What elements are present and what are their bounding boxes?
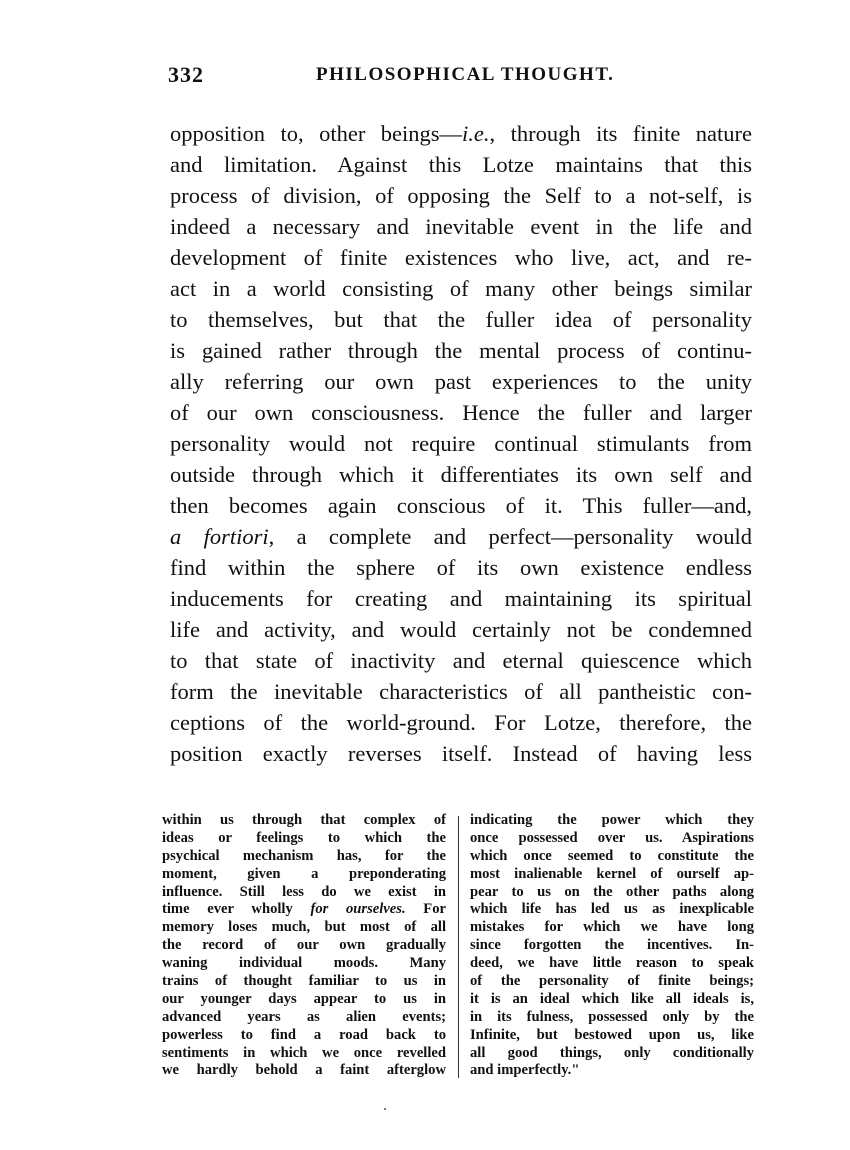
footnote-line [162, 937, 446, 955]
text-segment: advanced years as alien events; [162, 1008, 446, 1025]
text-segment: find within the sphere of its own existence endless [170, 555, 752, 580]
body-line [170, 180, 752, 211]
print-speck [384, 1108, 386, 1110]
body-line [170, 304, 752, 335]
footnote-line [162, 919, 446, 937]
text-segment: time ever wholly [162, 901, 311, 918]
text-segment: in its fulness, possessed only by the [470, 1008, 754, 1025]
body-line [170, 397, 752, 428]
footnote-line [162, 955, 446, 973]
text-segment: mistakes for which we have long [470, 919, 754, 936]
footnote-line [470, 937, 754, 955]
running-title: PHILOSOPHICAL THOUGHT. [316, 64, 615, 85]
footnote-line [470, 1045, 754, 1063]
footnote-column-right [470, 812, 754, 1080]
footnote-line [470, 884, 754, 902]
body-line [170, 490, 752, 521]
footnote-line [470, 955, 754, 973]
footnote-line [470, 901, 754, 919]
text-segment: the record of our own gradually [162, 937, 446, 954]
body-line [170, 552, 752, 583]
footnote-line [470, 830, 754, 848]
text-segment: then becomes again conscious of it. This fuller—and, [170, 493, 752, 518]
text-segment: ceptions of the world-ground. For Lotze, therefore, the [170, 710, 752, 735]
text-segment: For [405, 901, 446, 918]
footnote-line [470, 973, 754, 991]
text-segment: indicating the power which they [470, 812, 754, 828]
body-line [170, 645, 752, 676]
body-line [170, 118, 752, 149]
text-segment: of our own consciousness. Hence the fuller and larger [170, 400, 752, 425]
text-segment: our younger days appear to us in [162, 990, 446, 1007]
text-segment: to that state of inactivity and eternal quiescence which [170, 648, 752, 673]
text-segment: opposition to, other beings— [170, 121, 463, 146]
footnote-line [470, 866, 754, 884]
text-segment: sentiments in which we once revelled [162, 1044, 446, 1061]
text-segment: trains of thought familiar to us in [162, 973, 446, 990]
text-segment: all good things, only conditionally [470, 1044, 754, 1061]
text-segment: we hardly behold a faint afterglow [162, 1062, 446, 1079]
text-segment: Infinite, but bestowed upon us, like [470, 1026, 754, 1043]
body-line [170, 211, 752, 242]
body-line [170, 583, 752, 614]
text-segment: powerless to find a road back to [162, 1026, 446, 1043]
body-line [170, 614, 752, 645]
body-line [170, 149, 752, 180]
footnote-line [162, 1009, 446, 1027]
footnote-line [470, 1009, 754, 1027]
text-segment: position exactly reverses itself. Instead of having less [170, 741, 752, 766]
body-line [170, 738, 752, 769]
text-segment: since forgotten the incentives. In- [470, 937, 754, 954]
text-segment: form the inevitable characteristics of all pantheistic con- [170, 679, 752, 704]
body-line [170, 459, 752, 490]
text-segment: development of finite existences who live, act, and re- [170, 245, 752, 270]
text-segment: which life has led us as inexplicable [470, 901, 754, 918]
footnote-line [470, 991, 754, 1009]
body-line [170, 521, 752, 552]
text-segment: ideas or feelings to which the [162, 829, 446, 846]
body-line [170, 242, 752, 273]
footnote-line [162, 1062, 446, 1080]
text-segment: is gained rather through the mental process of continu- [170, 338, 752, 363]
text-segment: influence. Still less do we exist in [162, 883, 446, 900]
text-segment: indeed a necessary and inevitable event in the life and [170, 214, 752, 239]
text-segment: waning individual moods. Many [162, 955, 446, 972]
footnote-line [162, 830, 446, 848]
footnote-line [162, 1045, 446, 1063]
text-segment: within us through that complex of [162, 812, 446, 828]
footnote-line [162, 866, 446, 884]
column-divider [458, 816, 459, 1078]
body-text [170, 118, 752, 769]
page-number: 332 [168, 62, 204, 87]
text-segment: act in a world consisting of many other beings similar [170, 276, 752, 301]
text-segment: and imperfectly." [470, 1062, 580, 1079]
running-head [168, 62, 758, 92]
text-segment: deed, we have little reason to speak [470, 955, 754, 972]
text-segment: , through its finite nature [489, 121, 752, 146]
footnote-column-left [162, 812, 446, 1080]
body-line [170, 676, 752, 707]
text-segment: life and activity, and would certainly not be condemned [170, 617, 752, 642]
footnote-line [162, 812, 446, 830]
footnote-line [470, 848, 754, 866]
text-segment: once possessed over us. Aspirations [470, 829, 754, 846]
footnote-line [470, 1062, 754, 1080]
text-segment: pear to us on the other paths along [470, 883, 754, 900]
body-line [170, 707, 752, 738]
text-segment: inducements for creating and maintaining its spiritual [170, 586, 752, 611]
body-line [170, 335, 752, 366]
footnote-line [470, 812, 754, 830]
footnote-line [162, 1027, 446, 1045]
text-segment: to themselves, but that the fuller idea of personality [170, 307, 752, 332]
text-segment: which once seemed to constitute the [470, 847, 754, 864]
footnote-line [470, 919, 754, 937]
text-segment: moment, given a preponderating [162, 865, 446, 882]
footnote-line [162, 973, 446, 991]
footnote-line [470, 1027, 754, 1045]
body-line [170, 366, 752, 397]
text-segment: personality would not require continual stimulants from [170, 431, 752, 456]
italic-text: a fortiori [170, 524, 269, 549]
footnote-line [162, 991, 446, 1009]
text-segment: outside through which it differentiates its own self and [170, 462, 752, 487]
italic-text: for ourselves. [310, 901, 406, 918]
footnote-line [162, 884, 446, 902]
footnote-line [162, 848, 446, 866]
text-segment: psychical mechanism has, for the [162, 847, 446, 864]
body-line [170, 273, 752, 304]
text-segment: , a complete and perfect—personality would [268, 524, 752, 549]
text-segment: of the personality of finite beings; [470, 973, 754, 990]
footnote-line [162, 901, 446, 919]
text-segment: most inalienable kernel of ourself ap- [470, 865, 754, 882]
body-line [170, 428, 752, 459]
italic-text: i.e. [462, 121, 490, 146]
text-segment: it is an ideal which like all ideals is, [470, 990, 754, 1007]
footnotes [162, 812, 754, 1092]
text-segment: ally referring our own past experiences to the unity [170, 369, 752, 394]
text-segment: process of division, of opposing the Self to a not-self, is [170, 183, 752, 208]
text-segment: and limitation. Against this Lotze maintains that this [170, 152, 752, 177]
text-segment: memory loses much, but most of all [162, 919, 446, 936]
